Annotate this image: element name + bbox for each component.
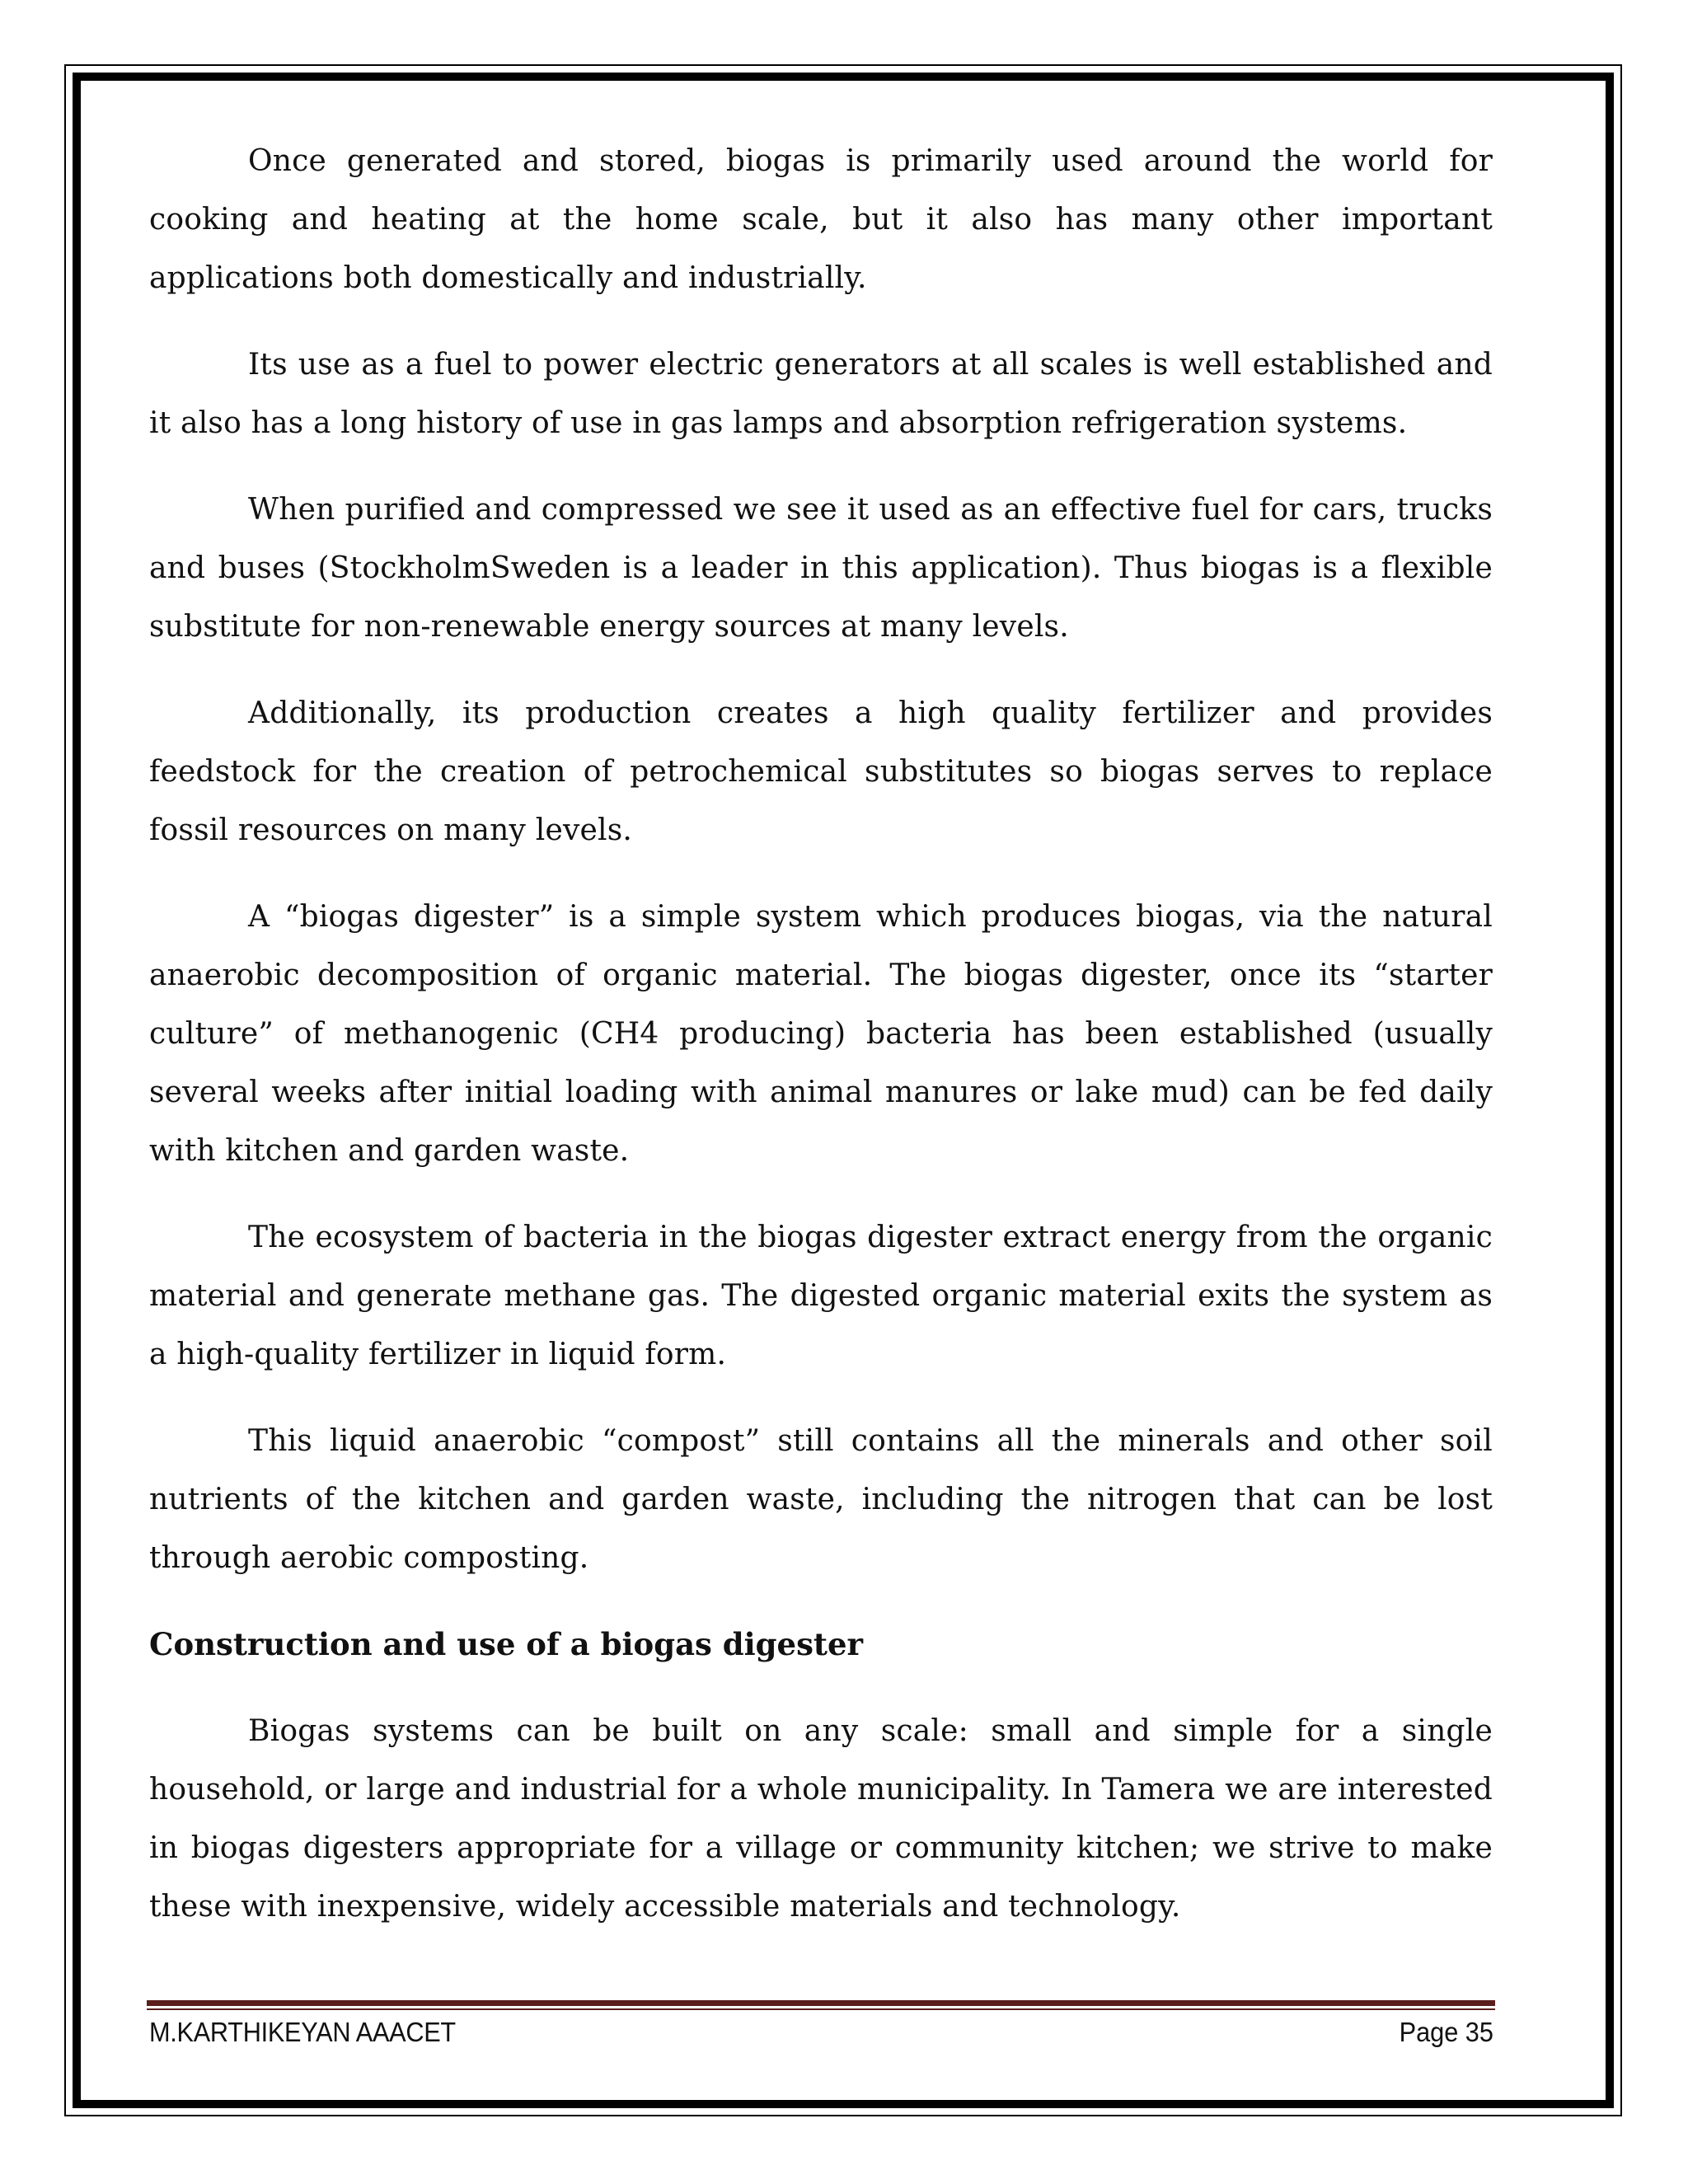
footer-divider-thick (147, 2000, 1495, 2006)
footer-author: M.KARTHIKEYAN AAACET (149, 2017, 456, 2047)
paragraph-biogas-systems-scale: Biogas systems can be built on any scale: small and simple for a single household, or large and industrial for a whole municipality. In Tamera we are interested in biogas digesters appropriate for a village or community kitchen; we strive to make these with inexpensive, widely accessible materials and technology. (149, 1714, 1493, 1924)
footer-page-number: Page 35 (1399, 2017, 1493, 2047)
paragraph-vehicle-fuel: When purified and compressed we see it used as an effective fuel for cars, trucks and buses (StockholmSweden is a leader in this application). Thus biogas is a flexible substitute for non-renewable energy sources at many levels. (149, 493, 1493, 644)
paragraph-bacteria-ecosystem: The ecosystem of bacteria in the biogas digester extract energy from the organic material and generate methane gas. The digested organic material exits the system as a high-quality fertilizer in liquid form. (149, 1221, 1493, 1371)
paragraph-biogas-digester: A “biogas digester” is a simple system which produces biogas, via the natural anaerobic decomposition of organic material. The biogas digester, once its “starter culture” of methanogenic (CH4 producing) bacteria has been established (usually several weeks after initial loading with animal manures or lake mud) can be fed daily with kitchen and garden waste. (149, 900, 1493, 1168)
paragraph-liquid-compost: This liquid anaerobic “compost” still contains all the minerals and other soil nutrients of the kitchen and garden waste, including the nitrogen that can be lost through aerobic composting. (149, 1424, 1493, 1575)
paragraph-electric-generators: Its use as a fuel to power electric generators at all scales is well established and it also has a long history of use in gas lamps and absorption refrigeration systems. (149, 348, 1493, 440)
paragraph-fertilizer: Additionally, its production creates a high quality fertilizer and provides feedstock for the creation of petrochemical substitutes so biogas serves to replace fossil resources on many levels. (149, 696, 1493, 847)
section-heading: Construction and use of a biogas digester (149, 1626, 864, 1662)
paragraph-biogas-uses: Once generated and stored, biogas is primarily used around the world for cooking and heating at the home scale, but it also has many other important applications both domestically and industrially. (149, 144, 1493, 295)
footer-divider-thin (147, 2008, 1495, 2010)
document-body (149, 132, 1493, 1964)
